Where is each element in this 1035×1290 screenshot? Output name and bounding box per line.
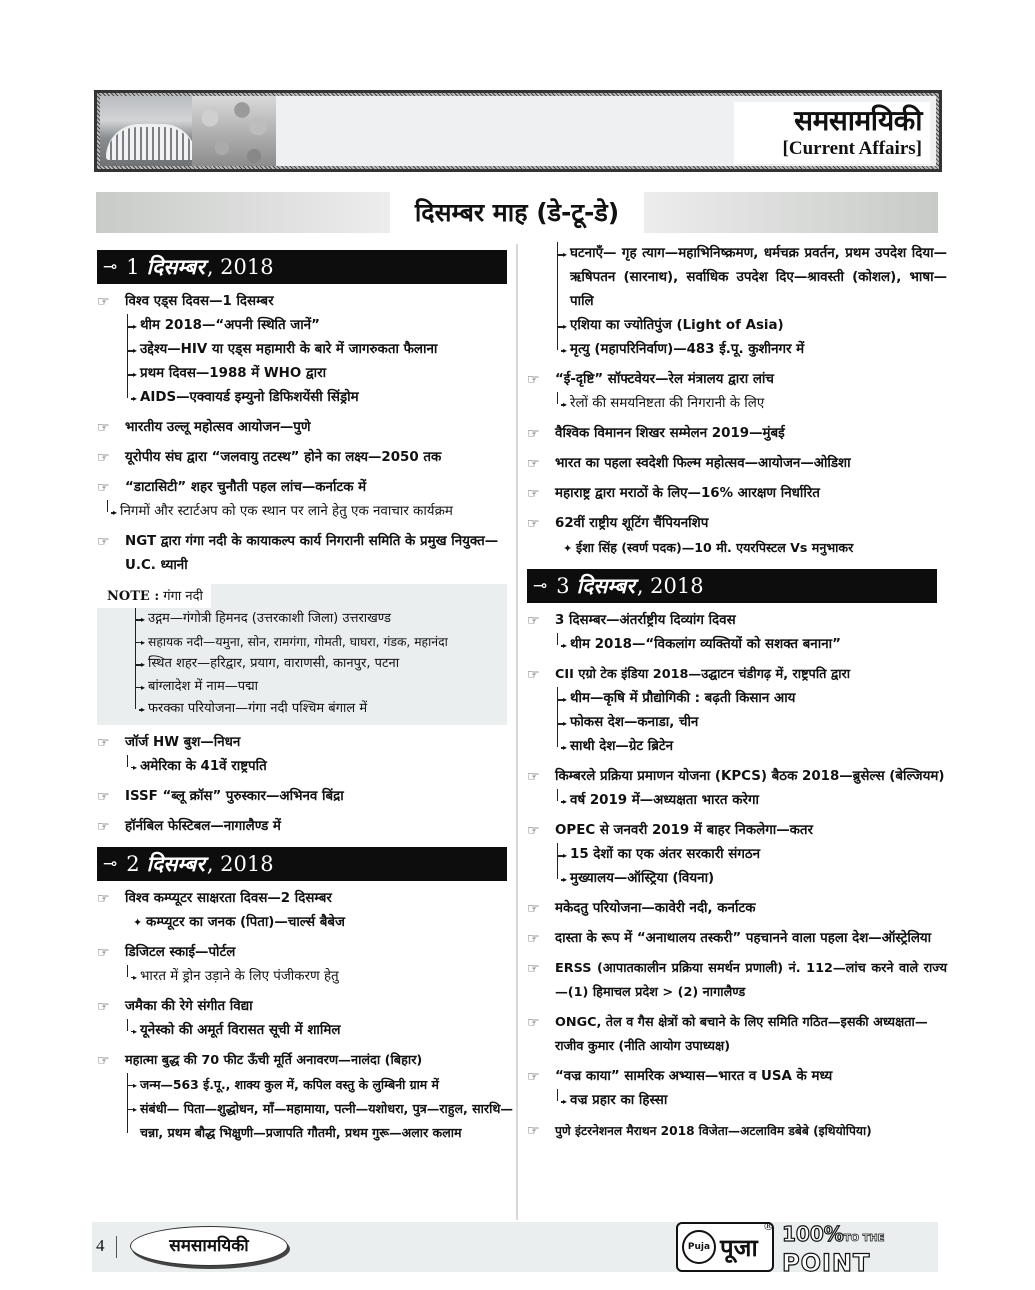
news-item: ☞ 62वीं राष्ट्रीय शूटिंग चैंपियनशिप ✦ ईशा सिंह (स्वर्ण पदक)—10 मी. एयरपिस्टल Vs मनुभाकर [527,512,947,561]
news-item: ☞ दास्ता के रूप में “अनाथालय तस्करी” पहचानने वाला पहला देश—ऑस्ट्रेलिया [527,927,947,951]
pointing-hand-icon: ☞ [97,294,110,310]
news-item: ☞ “ई-दृष्टि” सॉफ्टवेयर—रेल मंत्रालय द्वारा लांच रेलों की समयनिष्टता की निगरानी के लिए ▸ [527,368,947,416]
pointing-hand-icon: ☞ [527,1123,540,1139]
day-heading-1: ⊸ 1 दिसम्बर , 2018 [97,250,507,284]
sub-point: रेलों की समयनिष्टता की निगरानी के लिए ▸ [558,392,947,416]
header-banner [94,90,942,172]
pointing-hand-icon: ☞ [527,931,540,947]
news-item: ☞ पुणे इंटरनेशनल मैराथन 2018 विजेता—अटलाविम डबेबे (इथियोपिया) [527,1119,947,1143]
sub-point: उद्देश्य—HIV या एड्स महामारी के बारे में जागरुकता फैलाना ▸ [128,338,517,362]
news-item: ☞ “डाटासिटी” शहर चुनौती पहल लांच—कर्नाटक में निगमों और स्टार्टअप को एक स्थान पर लाने हेतु एक नवाचार कार्यक्रम ▸ [97,476,517,524]
news-item: ☞ CII एग्रो टेक इंडिया 2018—उद्घाटन चंडीगढ़ में, राष्ट्रपति द्वारा थीम—कृषि में प्रौद्योगिकी : बढ़ती किसान आय ▸ फोकस देश—कनाडा, चीन ▸ साथी देश—ग्रेट ब्रिटेन ▸ [527,663,947,759]
news-item: ☞ “वज्र काया” सामरिक अभ्यास—भारत व USA के मध्य वज्र प्रहार का हिस्सा ▸ [527,1065,947,1113]
right-column [527,242,947,1149]
key-icon: ⊸ [533,576,545,596]
page-title: दिसम्बर माह (डे-टू-डे) [390,192,644,233]
sub-list [127,1019,517,1043]
note-point: सहायक नदी—यमुना, सोन, रामगंगा, गोमती, घाघरा, गंडक, महानंदा ▸ [136,631,507,654]
sub-list [127,314,517,410]
news-item: ☞ OPEC से जनवरी 2019 में बाहर निकलेगा—कतर 15 देशों का एक अंतर सरकारी संगठन ▸ मुख्यालय—ऑस्ट्रिया (वियना) ▸ [527,819,947,891]
sub-list [107,500,517,524]
pointing-hand-icon: ☞ [527,667,540,683]
sub-point: साथी देश—ग्रेट ब्रिटेन ▸ [558,735,947,759]
star-point: ✦ ईशा सिंह (स्वर्ण पदक)—10 मी. एयरपिस्टल Vs मनुभाकर [555,536,947,561]
sub-point: भारत में ड्रोन उड़ाने के लिए पंजीकरण हेतु ▸ [128,965,517,989]
news-item: ☞ यूरोपीय संघ द्वारा “जलवायु तटस्थ” होने का लक्ष्य—2050 तक [97,446,517,470]
sub-point: थीम—कृषि में प्रौद्योगिकी : बढ़ती किसान आय ▸ [558,687,947,711]
sub-list [557,843,947,891]
page-separator [116,1236,117,1258]
sub-list [557,687,947,759]
sub-point: मुख्यालय—ऑस्ट्रिया (वियना) ▸ [558,867,947,891]
news-item: ☞ महाराष्ट्र द्वारा मराठों के लिए—16% आरक्षण निर्धारित [527,482,947,506]
news-item: ☞ विश्व एड्स दिवस—1 दिसम्बर थीम 2018—“अपनी स्थिति जानें” ▸ उद्देश्य—HIV या एड्स महामारी के बारे में जागरुकता फैलाना ▸ प्रथम दिवस—1988 में WHO द्वारा ▸ AIDS—एक्वायर्ड इम्युनो डिफिशयेंसी सिंड्रोम ▸ [97,290,517,410]
pointing-hand-icon: ☞ [527,1015,540,1031]
page-number: 4 [96,1236,105,1255]
note-point: स्थित शहर—हरिद्वार, प्रयाग, वाराणसी, कानपुर, पटना ▸ [136,653,507,676]
title-english: [Current Affairs] [782,138,922,159]
left-column [97,250,517,1151]
header-title-box [734,102,930,164]
news-item: ☞ भारतीय उल्लू महोत्सव आयोजन—पुणे [97,416,517,440]
sub-point: संबंधी— पिता—शुद्धोधन, माँ—महामाया, पत्नी—यशोधरा, पुत्र—राहुल, सारथि—चन्ना, प्रथम बौद्ध भिक्षुणी—प्रजापति गौतमी, प्रथम गुरू—अलार कलाम ▸ [128,1097,517,1145]
note-point: बांग्लादेश में नाम—पद्मा ▸ [136,676,507,699]
news-item: ☞ ISSF “ब्लू क्रॉस” पुरुस्कार—अभिनव बिंद्रा [97,785,517,809]
day-heading-2: ⊸ 2 दिसम्बर , 2018 [97,847,507,881]
sub-list [557,633,947,657]
sub-point: जन्म—563 ई.पू., शाक्य कुल में, कपिल वस्तु के लुम्बिनी ग्राम में ▸ [128,1073,517,1097]
registered-mark-icon: ® [763,1220,774,1233]
sub-list [127,965,517,989]
pointing-hand-icon: ☞ [97,420,110,436]
news-item: ☞ मकेदतु परियोजना—कावेरी नदी, कर्नाटक [527,897,947,921]
logo-text: पूजा [720,1233,758,1262]
news-item: ☞ हॉर्नबिल फेस्टिबल—नागालैण्ड में [97,815,517,839]
sub-list [557,392,947,416]
tagline-point: POINT [782,1249,871,1277]
tagline: 100%TO THE POINT [782,1222,932,1272]
sub-point: थीम 2018—“विकलांग व्यक्तियों को सशक्त बनाना” ▸ [558,633,947,657]
publisher-logo [676,1222,774,1272]
sub-list [557,242,947,362]
parliament-image [106,124,196,160]
pointing-hand-icon: ☞ [97,890,110,907]
sub-point: निगमों और स्टार्टअप को एक स्थान पर लाने हेतु एक नवाचार कार्यक्रम ▸ [108,500,517,524]
sub-list [127,755,517,779]
logo-circle-icon: Puja [682,1230,716,1264]
news-item: ☞ NGT द्वारा गंगा नदी के कायाकल्प कार्य निगरानी समिति के प्रमुख नियुक्त—U.C. ध्यानी [97,530,517,578]
note-point: फरक्का परियोजना—गंगा नदी पश्चिम बंगाल में ▸ [136,698,507,721]
sub-point: प्रथम दिवस—1988 में WHO द्वारा ▸ [128,362,517,386]
pointing-hand-icon: ☞ [527,372,540,388]
sub-point: थीम 2018—“अपनी स्थिति जानें” ▸ [128,314,517,338]
key-icon: ⊸ [103,257,115,277]
pointing-hand-icon: ☞ [97,998,110,1015]
section-label: समसामयिकी [130,1226,288,1266]
personalities-image [192,96,276,166]
news-item: ☞ विश्व कम्प्यूटर साक्षरता दिवस—2 दिसम्बर ✦ कम्प्यूटर का जनक (पिता)—चार्ल्स बैबेज [97,887,517,935]
news-item: ☞ जमैका की रेगे संगीत विद्या यूनेस्को की अमूर्त विरासत सूची में शामिल ▸ [97,995,517,1043]
pointing-hand-icon: ☞ [527,456,540,472]
sub-list [127,1073,517,1145]
pointing-hand-icon: ☞ [97,944,110,961]
sub-point: एशिया का ज्योतिपुंज (Light of Asia) ▸ [558,314,947,338]
pointing-hand-icon: ☞ [527,516,540,532]
news-item-continued [527,242,947,362]
pointing-hand-icon: ☞ [527,1069,540,1085]
pointing-hand-icon: ☞ [97,480,110,496]
title-hindi: समसामयिकी [794,104,922,137]
pointing-hand-icon: ☞ [527,486,540,502]
star-point: ✦ कम्प्यूटर का जनक (पिता)—चार्ल्स बैबेज [125,911,517,935]
pointing-hand-icon: ☞ [527,769,540,785]
sub-point: AIDS—एक्वायर्ड इम्युनो डिफिशयेंसी सिंड्रोम ▸ [128,386,517,410]
note-point: उद्गम—गंगोत्री हिमनद (उत्तरकाशी जिला) उत्तराखण्ड ▸ [136,608,507,631]
news-item: ☞ डिजिटल स्काई—पोर्टल भारत में ड्रोन उड़ाने के लिए पंजीकरण हेतु ▸ [97,941,517,989]
news-item: ☞ वैश्विक विमानन शिखर सम्मेलन 2019—मुंबई [527,422,947,446]
key-icon: ⊸ [103,853,115,874]
pointing-hand-icon: ☞ [527,613,540,629]
note-box [97,584,507,725]
news-item: ☞ ERSS (आपातकालीन प्रक्रिया समर्थन प्रणाली) नं. 112—लांच करने वाले राज्य—(1) हिमाचल प्रदेश > (2) नागालैण्ड [527,957,947,1005]
sub-point: फोकस देश—कनाडा, चीन ▸ [558,711,947,735]
news-item: ☞ ONGC, तेल व गैस क्षेत्रों को बचाने के लिए समिति गठित—इसकी अध्यक्षता—राजीव कुमार (नीति आयोग उपाध्यक्ष) [527,1011,947,1059]
sub-point: वज्र प्रहार का हिस्सा ▸ [558,1089,947,1113]
note-points [135,608,507,721]
sub-list [557,1089,947,1113]
pointing-hand-icon: ☞ [97,818,110,835]
news-item: ☞ 3 दिसम्बर—अंतर्राष्ट्रीय दिव्यांग दिवस थीम 2018—“विकलांग व्यक्तियों को सशक्त बनाना” ▸ [527,609,947,657]
pointing-hand-icon: ☞ [97,450,110,466]
pointing-hand-icon: ☞ [97,788,110,805]
pointing-hand-icon: ☞ [527,426,540,442]
page-footer [92,1220,938,1277]
note-title: NOTE : गंगा नदी [97,584,211,608]
sub-point: अमेरिका के 41वें राष्ट्रपति ▸ [128,755,517,779]
sub-list [557,789,947,813]
sub-point: घटनाएँ— गृह त्याग—महाभिनिष्क्रमण, धर्मचक्र प्रवर्तन, प्रथम उपदेश दिया—ऋषिपतन (सारनाथ), सर्वाधिक उपदेश दिए—श्रावस्ती (कोशल), भाषा—पालि ▸ [558,242,947,314]
sub-point: 15 देशों का एक अंतर सरकारी संगठन ▸ [558,843,947,867]
pointing-hand-icon: ☞ [527,961,540,977]
news-item: ☞ किम्बरले प्रक्रिया प्रमाणन योजना (KPCS) बैठक 2018—ब्रुसेल्स (बेल्जियम) वर्ष 2019 में—अध्यक्षता भारत करेगा ▸ [527,765,947,813]
pointing-hand-icon: ☞ [527,901,540,917]
sub-point: मृत्यु (महापरिनिर्वाण)—483 ई.पू. कुशीनगर में ▸ [558,338,947,362]
header-collage-image [100,96,276,166]
pointing-hand-icon: ☞ [97,734,110,751]
sub-point: यूनेस्को की अमूर्त विरासत सूची में शामिल ▸ [128,1019,517,1043]
pointing-hand-icon: ☞ [97,1052,110,1069]
pointing-hand-icon: ☞ [97,534,110,550]
day-heading-3: ⊸ 3 दिसम्बर , 2018 [527,569,937,603]
news-item: ☞ महात्मा बुद्ध की 70 फीट ऊँची मूर्ति अनावरण—नालंदा (बिहार) जन्म—563 ई.पू., शाक्य कुल में, कपिल वस्तु के लुम्बिनी ग्राम में ▸ संबंधी— पिता—शुद्धोधन, माँ—महामाया, पत्नी—यशोधरा, पुत्र—राहुल, सारथि—चन्ना, प्रथम बौद्ध भिक्षुणी—प्रजापति गौतमी, प्रथम गुरू—अलार कलाम ▸ [97,1049,517,1145]
news-item: ☞ जॉर्ज HW बुश—निधन अमेरिका के 41वें राष्ट्रपति ▸ [97,731,517,779]
news-item: ☞ भारत का पहला स्वदेशी फिल्म महोत्सव—आयोजन—ओडिशा [527,452,947,476]
pointing-hand-icon: ☞ [527,823,540,839]
sub-point: वर्ष 2019 में—अध्यक्षता भारत करेगा ▸ [558,789,947,813]
